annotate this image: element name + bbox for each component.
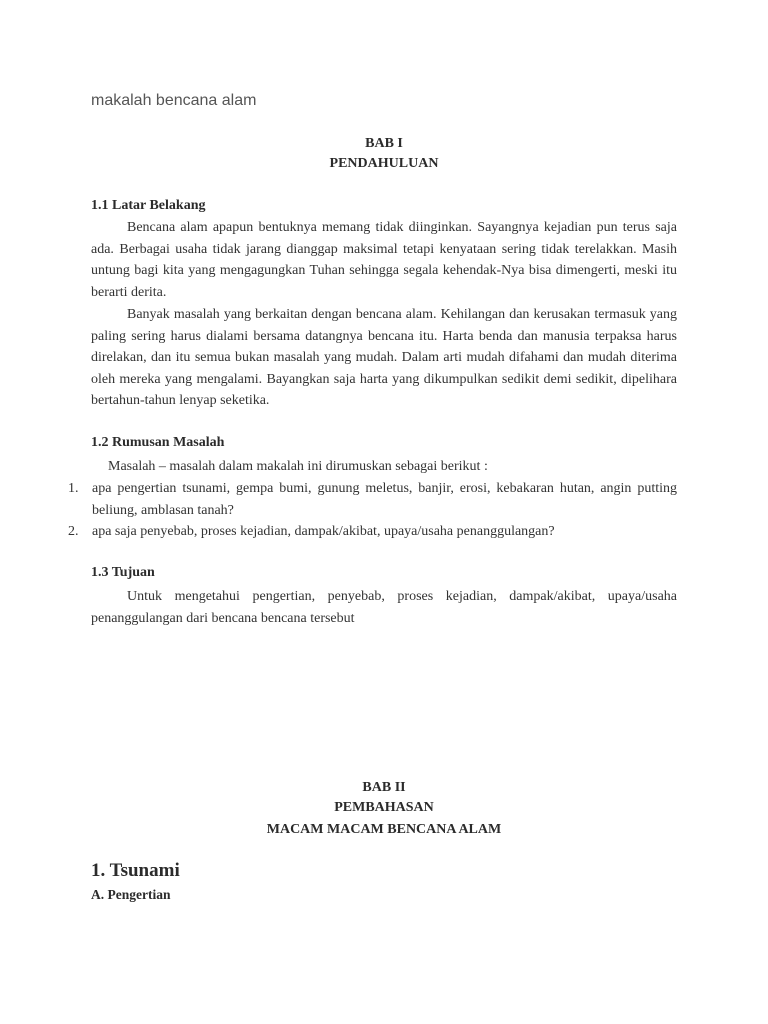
section-1-1-paragraph-1: Bencana alam apapun bentuknya memang tidak diinginkan. Sayangnya kejadian pun terus saja ada. Berbagai usaha tidak jarang dianggap maksimal tetapi kenyataan sering tidak terelakkan. Masih untung bagi kita yang mengagungkan Tuhan sehingga segala kehendak-Nya bisa dimengerti, meski itu berarti derita. (91, 220, 677, 300)
list-item (68, 478, 677, 521)
section-1-2-heading: 1.2 Rumusan Masalah (91, 435, 225, 450)
section-1-1-heading: 1.1 Latar Belakang (91, 198, 206, 213)
section-1-3-heading: 1.3 Tujuan (91, 565, 155, 580)
bab2-label: BAB II (362, 780, 406, 795)
section-1-1-paragraph-2: Banyak masalah yang berkaitan dengan bencana alam. Kehilangan dan kerusakan termasuk yang paling sering harus dialami bersama datangnya bencana itu. Harta benda dan manusia terpaksa harus direlakan, dan itu semua bukan masalah yang mudah. Dalam arti mudah difahami dan mudah diterima oleh mereka yang mengalami. Bayangkan saja harta yang dikumpulkan sedikit demi sedikit, dipelihara bertahun-tahun lenyap seketika. (91, 307, 677, 409)
list-item-text: apa saja penyebab, proses kejadian, dampak/akibat, upaya/usaha penanggulangan? (92, 524, 555, 539)
list-item (68, 521, 677, 543)
list-item-number: 2. (68, 524, 79, 539)
bab2-title: PEMBAHASAN (334, 800, 434, 815)
section-1-2-intro: Masalah – masalah dalam makalah ini dirumuskan sebagai berikut : (108, 459, 488, 474)
bab1-label: BAB I (365, 136, 403, 151)
tsunami-subheading: A. Pengertian (91, 887, 171, 902)
bab2-subtitle: MACAM MACAM BENCANA ALAM (266, 822, 502, 837)
document-title: makalah bencana alam (91, 92, 257, 109)
section-1-3-paragraph: Untuk mengetahui pengertian, penyebab, proses kejadian, dampak/akibat, upaya/usaha penanggulangan dari bencana bencana tersebut (91, 589, 677, 626)
bab1-title: PENDAHULUAN (329, 156, 439, 171)
list-item-text: apa pengertian tsunami, gempa bumi, gunung meletus, banjir, erosi, kebakaran hutan, angin putting beliung, amblasan tanah? (92, 481, 677, 518)
tsunami-heading: 1. Tsunami (91, 860, 180, 881)
list-item-number: 1. (68, 481, 79, 496)
